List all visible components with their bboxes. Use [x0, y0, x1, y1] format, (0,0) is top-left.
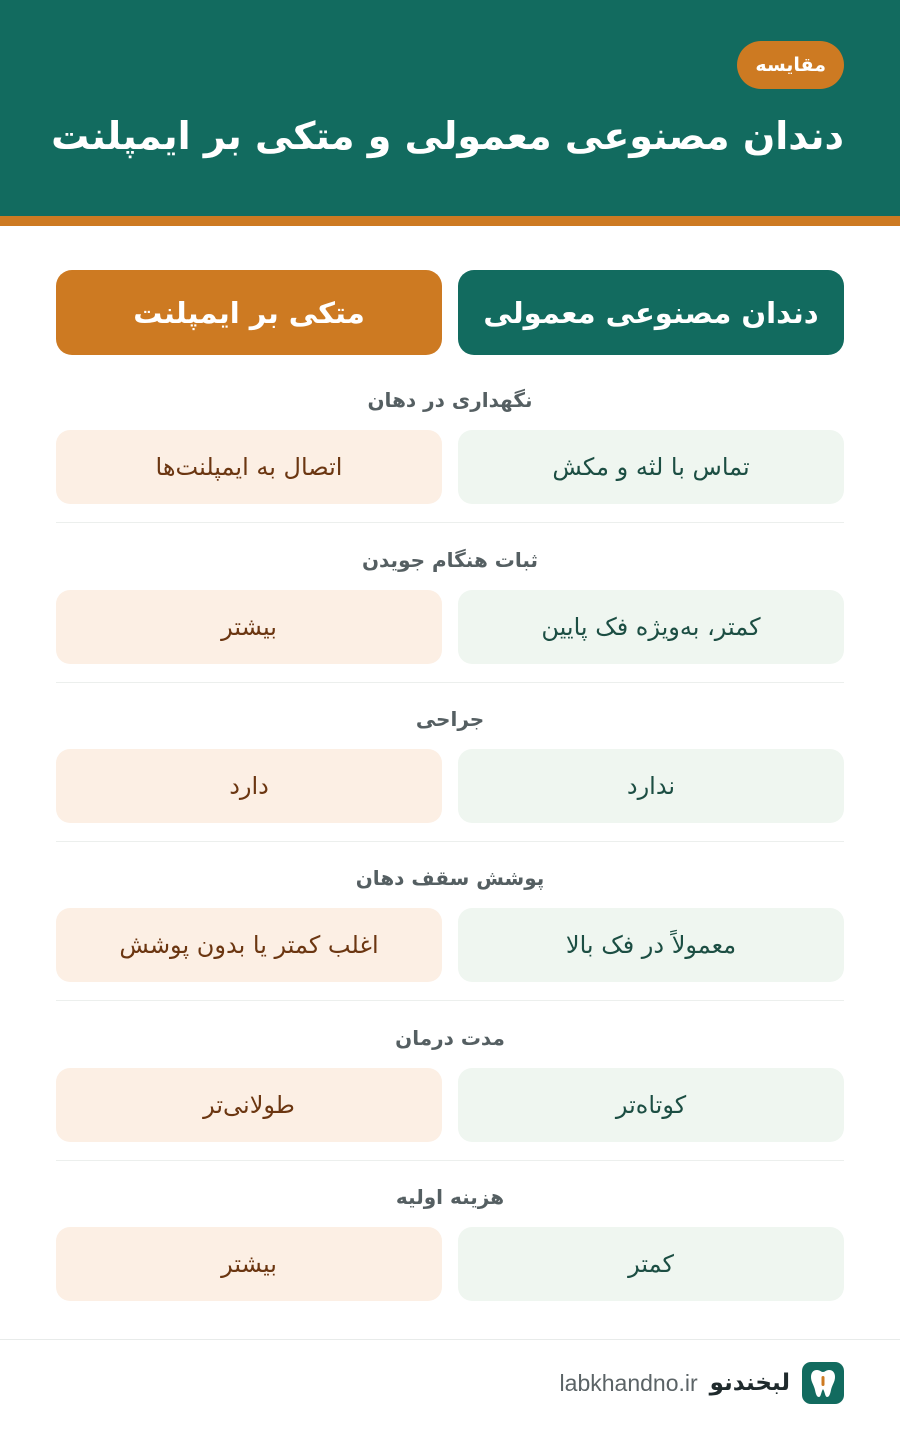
column-header-implant: متکی بر ایمپلنت: [56, 270, 442, 355]
implant-value: اتصال به ایمپلنت‌ها: [56, 430, 442, 504]
conventional-value: کوتاه‌تر: [458, 1068, 844, 1142]
footer-divider: [0, 1339, 900, 1340]
row-label: پوشش سقف دهان: [355, 866, 545, 890]
tooth-icon: [802, 1362, 844, 1404]
website-url[interactable]: labkhandno.ir: [559, 1369, 698, 1396]
conventional-value: ندارد: [458, 749, 844, 823]
conventional-value: کمتر: [458, 1227, 844, 1301]
row-label: نگهداری در دهان: [367, 388, 533, 412]
column-header-conventional: دندان مصنوعی معمولی: [458, 270, 844, 355]
header: [0, 0, 900, 216]
row-label: ثبات هنگام جویدن: [361, 548, 539, 572]
comparison-row: [56, 1008, 844, 1168]
comparison-row: [56, 1167, 844, 1327]
implant-value: دارد: [56, 749, 442, 823]
implant-value: طولانی‌تر: [56, 1068, 442, 1142]
row-divider: [56, 682, 844, 683]
comparison-row: [56, 689, 844, 849]
row-divider: [56, 1160, 844, 1161]
row-label: هزینه اولیه: [395, 1185, 505, 1209]
conventional-value: معمولاً در فک بالا: [458, 908, 844, 982]
row-label: جراحی: [415, 707, 485, 731]
header-accent-stripe: [0, 216, 900, 226]
row-divider: [56, 841, 844, 842]
page-title: دندان مصنوعی معمولی و متکی بر ایمپلنت: [51, 114, 844, 158]
comparison-row: [56, 530, 844, 690]
implant-value: بیشتر: [56, 590, 442, 664]
footer: [560, 1362, 844, 1404]
comparison-row: [56, 370, 844, 530]
implant-value: اغلب کمتر یا بدون پوشش: [56, 908, 442, 982]
category-badge: مقایسه: [737, 41, 844, 89]
row-label: مدت درمان: [395, 1026, 505, 1050]
row-divider: [56, 1000, 844, 1001]
implant-value: بیشتر: [56, 1227, 442, 1301]
comparison-row: [56, 848, 844, 1008]
brand-name: لبخندنو: [709, 1370, 790, 1396]
row-divider: [56, 522, 844, 523]
conventional-value: کمتر، به‌ویژه فک پایین: [458, 590, 844, 664]
conventional-value: تماس با لثه و مکش: [458, 430, 844, 504]
